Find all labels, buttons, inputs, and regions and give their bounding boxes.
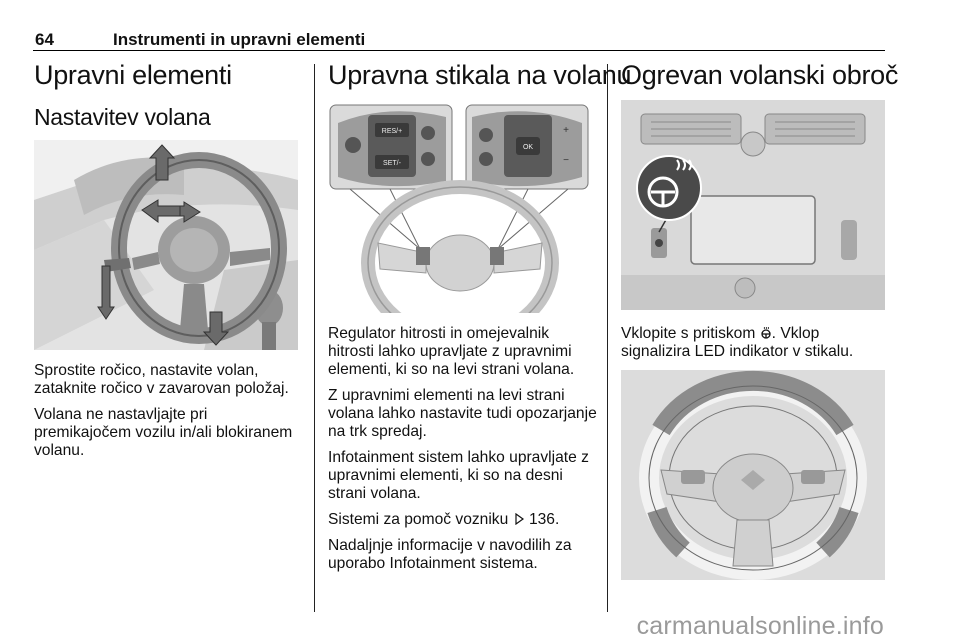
xref-page[interactable]: 136. <box>528 511 560 528</box>
col1-body <box>34 362 302 468</box>
paragraph: Nadaljnje informacije v navodilih za uporabo Infotainment sistema. <box>328 537 572 572</box>
paragraph: Regulator hitrosti in omejevalnik hitrosti lahko upravljate z upravnimi elementi, ki so na levi strani volana. <box>328 325 575 378</box>
xref-text: Sistemi za pomoč vozniku <box>328 511 509 528</box>
paragraph: Sprostite ročico, nastavite volan, zataknite ročico v zavarovan položaj. <box>34 362 289 397</box>
heated-steering-wheel-icon <box>760 327 772 339</box>
plus-label: + <box>563 125 569 136</box>
paragraph: Infotainment sistem lahko upravljate z upravnimi elementi, ki so na desni strani volana. <box>328 449 589 502</box>
paragraph: Z upravnimi elementi na levi strani volana lahko nastavite tudi opozarjanje na trk spredaj. <box>328 387 597 440</box>
steering-wheel-adjustment-illustration <box>34 140 298 350</box>
page-number: 64 <box>35 30 54 49</box>
col3-body <box>621 325 891 369</box>
minus-label: − <box>563 155 569 166</box>
heated-rim-figure <box>621 370 885 580</box>
subsection-title: Nastavitev volana <box>34 104 211 130</box>
section-title: Upravna stikala na volanu <box>328 60 632 90</box>
set-label: SET/- <box>383 160 401 167</box>
running-title: Instrumenti in upravni elementi <box>113 30 366 49</box>
text-after-icon: . Vklop signalizira LED indikator v stikalu. <box>621 325 854 360</box>
res-label: RES/+ <box>381 128 403 135</box>
column-divider-2 <box>607 64 608 612</box>
text-before-icon: Vklopite s pritiskom <box>621 325 756 342</box>
steering-wheel-controls-illustration <box>328 103 592 313</box>
ok-label: OK <box>522 144 534 151</box>
paragraph: Volana ne nastavljajte pri premikajočem vozilu in/ali blokiranem volanu. <box>34 406 293 459</box>
heated-steering-wheel-rim-illustration <box>621 370 885 580</box>
heated-steering-wheel-button-illustration <box>621 100 885 310</box>
section-title: Upravni elementi <box>34 60 232 90</box>
paragraph <box>621 325 891 361</box>
reference-triangle-icon <box>513 513 525 525</box>
header-rule <box>33 50 885 51</box>
col2-body <box>328 325 598 581</box>
steering-controls-figure <box>328 103 592 313</box>
watermark: carmanualsonline.info <box>636 612 884 640</box>
section-title: Ogrevan volanski obroč <box>621 60 899 90</box>
steering-adjustment-figure <box>34 140 298 350</box>
heated-wheel-button-figure <box>621 100 885 310</box>
cross-reference <box>328 511 598 529</box>
column-divider-1 <box>314 64 315 612</box>
